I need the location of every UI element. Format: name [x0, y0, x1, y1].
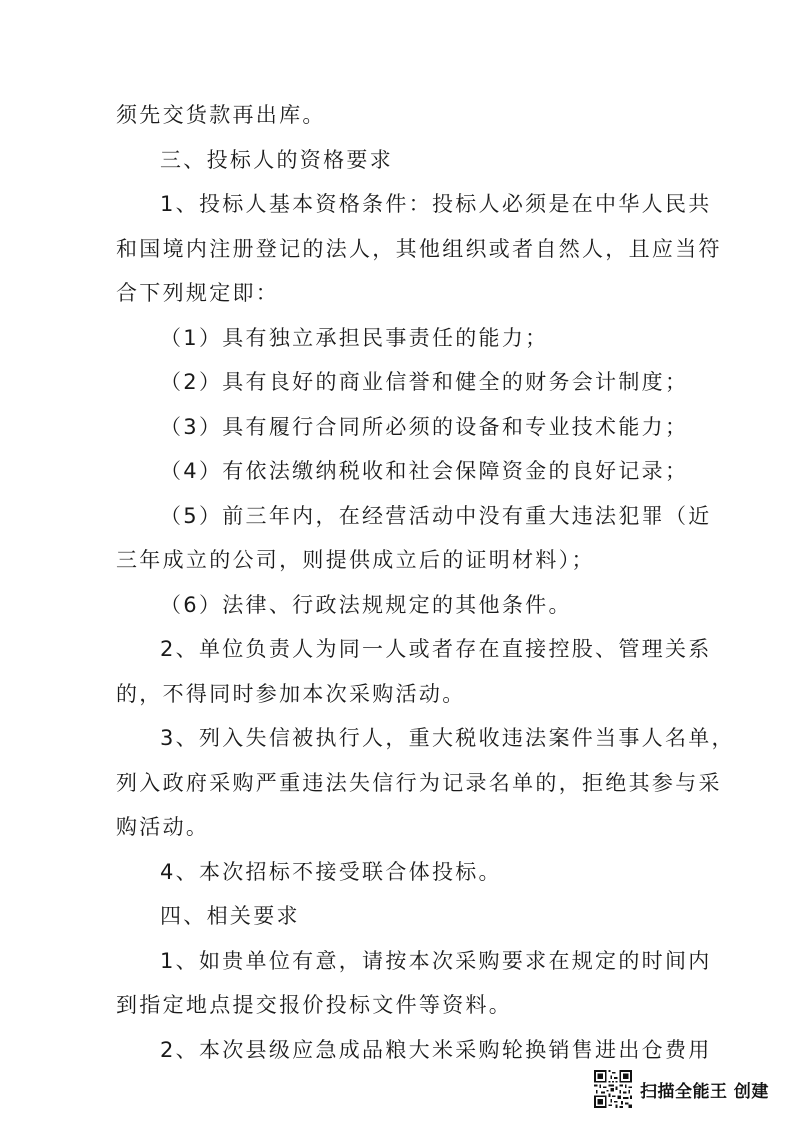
- text-line: 的，不得同时参加本次采购活动。: [116, 682, 466, 706]
- list-item: （2）具有良好的商业信誉和健全的财务会计制度；: [160, 370, 689, 394]
- text-line: 列入政府采购严重违法失信行为记录名单的，拒绝其参与采: [116, 771, 722, 795]
- text-line: 须先交货款再出库。: [116, 103, 326, 127]
- list-item: （6）法律、行政法规规定的其他条件。: [160, 593, 572, 617]
- text-line: 合下列规定即：: [116, 281, 280, 305]
- text-line: 2、本次县级应急成品粮大米采购轮换销售进出仓费用: [160, 1038, 712, 1062]
- list-item: （1）具有独立承担民事责任的能力；: [160, 326, 549, 350]
- text-line: 3、列入失信被执行人，重大税收违法案件当事人名单，: [160, 726, 735, 750]
- text-line: 1、如贵单位有意，请按本次采购要求在规定的时间内: [160, 949, 712, 973]
- list-item: （5）前三年内，在经营活动中没有重大违法犯罪（近: [160, 504, 712, 528]
- section-heading: 三、投标人的资格要求: [160, 148, 393, 172]
- text-line: 1、投标人基本资格条件：投标人必须是在中华人民共: [160, 192, 712, 216]
- text-line: 到指定地点提交报价投标文件等资料。: [116, 993, 513, 1017]
- text-line: 三年成立的公司，则提供成立后的证明材料）；: [116, 548, 595, 572]
- text-line: 2、单位负责人为同一人或者存在直接控股、管理关系: [160, 637, 712, 661]
- section-heading: 四、相关要求: [160, 904, 300, 928]
- scanner-app-label: 扫描全能王 创建: [640, 1081, 769, 1102]
- scanner-watermark: [594, 1067, 779, 1111]
- text-line: 购活动。: [116, 815, 210, 839]
- list-item: （4）有依法缴纳税收和社会保障资金的良好记录；: [160, 459, 689, 483]
- text-line: 4、本次招标不接受联合体投标。: [160, 860, 502, 884]
- list-item: （3）具有履行合同所必须的设备和专业技术能力；: [160, 415, 689, 439]
- text-line: 和国境内注册登记的法人，其他组织或者自然人，且应当符: [116, 237, 722, 261]
- qr-code-icon: [594, 1070, 632, 1108]
